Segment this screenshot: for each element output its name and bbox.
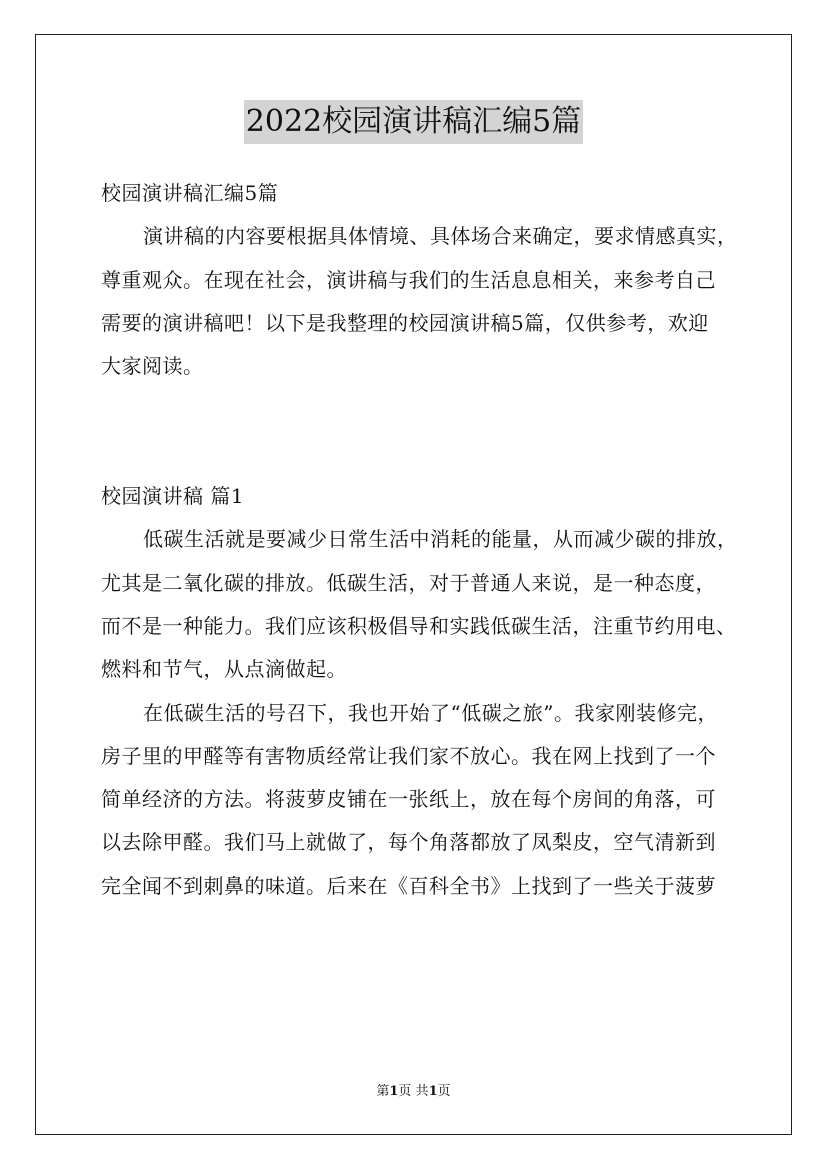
document-title: 2022校园演讲稿汇编5篇 bbox=[244, 100, 583, 144]
subtitle-line: 校园演讲稿汇编5篇 bbox=[101, 181, 279, 205]
paragraph-line: 尊重观众。在现在社会，演讲稿与我们的生活息息相关，来参考自己 bbox=[101, 267, 716, 292]
section-heading: 校园演讲稿 篇1 bbox=[101, 484, 245, 509]
paragraph-line: 在低碳生活的号召下，我也开始了“低碳之旅”。我家刚装修完， bbox=[143, 700, 718, 725]
paragraph-line: 需要的演讲稿吧！以下是我整理的校园演讲稿5篇，仅供参考，欢迎 bbox=[101, 310, 709, 335]
paragraph-line: 完全闻不到刺鼻的味道。后来在《百科全书》上找到了一些关于菠萝 bbox=[101, 873, 716, 898]
blank-line bbox=[101, 432, 741, 475]
paragraph-line: 以去除甲醛。我们马上就做了，每个角落都放了凤梨皮，空气清新到 bbox=[101, 830, 716, 855]
paragraph-line: 而不是一种能力。我们应该积极倡导和实践低碳生活，注重节约用电、 bbox=[101, 613, 737, 638]
paragraph-line: 尤其是二氧化碳的排放。低碳生活，对于普通人来说，是一种态度， bbox=[101, 570, 716, 595]
footer-page-total: 1 bbox=[428, 1084, 438, 1099]
paragraph-line: 简单经济的方法。将菠萝皮铺在一张纸上，放在每个房间的角落，可 bbox=[101, 787, 716, 812]
paragraph-line: 大家阅读。 bbox=[101, 354, 204, 379]
blank-line bbox=[101, 388, 741, 431]
paragraph-line: 房子里的甲醛等有害物质经常让我们家不放心。我在网上找到了一个 bbox=[101, 743, 716, 768]
title-container bbox=[0, 100, 827, 144]
page-footer bbox=[0, 1084, 827, 1100]
paragraph-line: 低碳生活就是要减少日常生活中消耗的能量，从而减少碳的排放， bbox=[143, 527, 738, 552]
paragraph-line: 演讲稿的内容要根据具体情境、具体场合来确定，要求情感真实， bbox=[143, 224, 738, 249]
footer-page-suffix: 页 bbox=[437, 1084, 451, 1099]
footer-page-prefix: 第 bbox=[376, 1084, 390, 1099]
document-body bbox=[101, 172, 741, 908]
paragraph-line: 燃料和节气，从点滴做起。 bbox=[101, 657, 347, 682]
footer-page-number: 1 bbox=[389, 1084, 399, 1099]
footer-page-mid: 页 共 bbox=[398, 1084, 429, 1099]
